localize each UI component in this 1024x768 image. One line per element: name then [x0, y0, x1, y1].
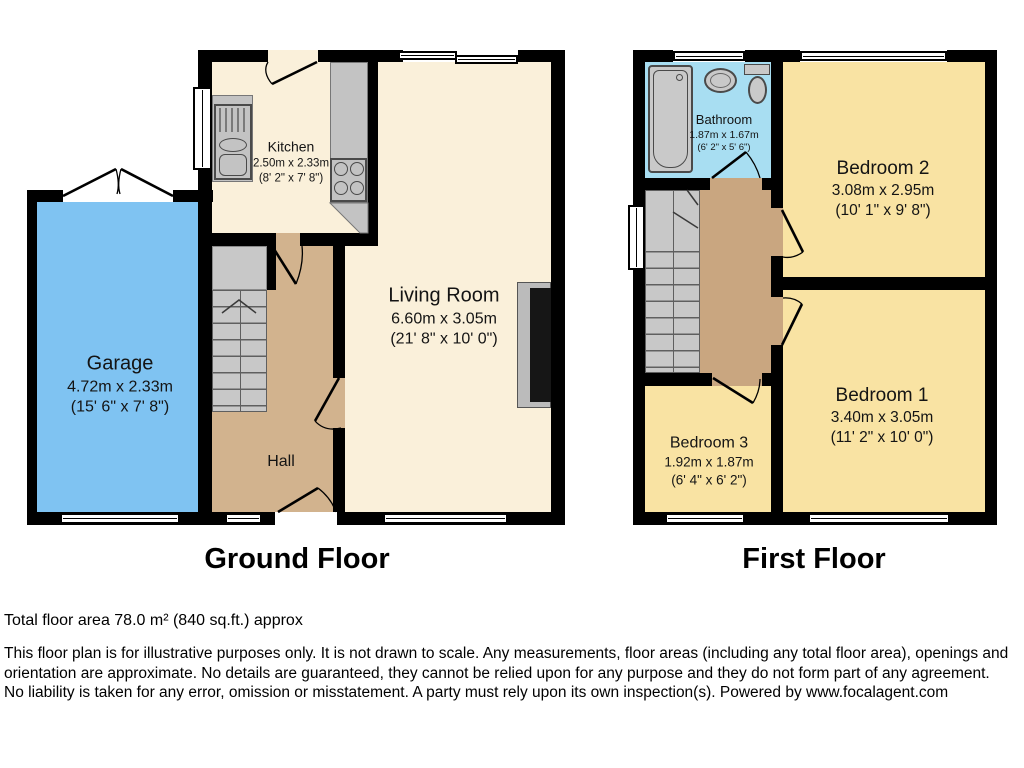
- room-name: Bathroom: [695, 111, 753, 127]
- bedroom1-threshold: [771, 297, 783, 345]
- wall: [27, 190, 37, 525]
- label-bedroom2: [832, 157, 935, 221]
- door-arc: [119, 169, 121, 194]
- stair-rail: [240, 291, 242, 411]
- window-bedroom2: [800, 51, 947, 61]
- room-dims-m: 1.92m x 1.87m: [664, 454, 754, 470]
- door-arc: [116, 169, 118, 194]
- window-bedroom1: [808, 513, 950, 524]
- total-floor-area: Total floor area 78.0 m² (840 sq.ft.) approx: [4, 612, 303, 629]
- room-dims-ft: (10' 1" x 9' 8"): [835, 202, 931, 220]
- room-dims-m: 6.60m x 3.05m: [391, 310, 497, 328]
- window-landing-left: [628, 205, 645, 270]
- room-name: Living Room: [388, 284, 500, 307]
- window-kitchen-left: [193, 87, 212, 170]
- wall: [333, 428, 345, 512]
- room-dims-m: 2.50m x 2.33m: [252, 157, 330, 170]
- wall: [198, 233, 268, 246]
- window-bathroom: [673, 51, 745, 61]
- room-name: Hall: [267, 452, 295, 470]
- wall: [985, 50, 997, 525]
- sink-basin: [219, 154, 247, 176]
- wall: [368, 62, 378, 233]
- wall: [762, 178, 771, 190]
- bathroom-threshold: [710, 178, 762, 190]
- window-living-top-a: [398, 51, 457, 60]
- wall: [300, 233, 378, 246]
- label-bedroom1: [831, 384, 934, 448]
- burner-icon: [334, 162, 348, 176]
- room-name: Bedroom 3: [669, 434, 749, 452]
- room-dims-m: 4.72m x 2.33m: [67, 378, 173, 396]
- label-bathroom: [689, 112, 758, 154]
- room-name: Garage: [86, 352, 154, 375]
- kitchen-door-threshold: [268, 50, 318, 62]
- window-hall: [225, 513, 262, 524]
- wall: [633, 50, 645, 525]
- burner-icon: [334, 181, 348, 195]
- bedroom2-threshold: [771, 208, 783, 256]
- ground-floor-title: Ground Floor: [204, 543, 390, 575]
- wall: [762, 373, 771, 386]
- stairs-first: [645, 190, 700, 373]
- room-dims-m: 1.87m x 1.67m: [689, 128, 759, 141]
- label-garage: [67, 352, 173, 419]
- understairs-landing: [212, 246, 267, 290]
- basin-inner: [710, 73, 731, 88]
- garage-door-right: [121, 169, 173, 196]
- room-living: [378, 62, 551, 246]
- toilet-cistern: [744, 64, 770, 75]
- burner-icon: [350, 181, 364, 195]
- room-dims-m: 3.40m x 3.05m: [830, 409, 934, 427]
- label-kitchen: [253, 138, 329, 185]
- wall: [318, 50, 403, 62]
- label-hall: [267, 452, 295, 472]
- wall: [267, 233, 276, 290]
- room-dims-m: 3.08m x 2.95m: [831, 182, 935, 200]
- garage-door-left: [63, 169, 116, 196]
- room-name: Kitchen: [267, 138, 315, 155]
- hall-living-threshold: [333, 378, 345, 428]
- wall: [551, 50, 565, 525]
- bathtub-drain: [676, 74, 683, 81]
- wall: [333, 246, 345, 378]
- bathtub-inner: [653, 70, 688, 168]
- room-landing: [700, 190, 771, 373]
- room-dims-ft: (6' 2" x 5' 6"): [697, 141, 751, 153]
- room-dims-ft: (15' 6" x 7' 8"): [70, 398, 170, 416]
- first-floor-title: First Floor: [742, 543, 886, 575]
- window-living-top-b: [455, 55, 518, 64]
- wall: [633, 178, 710, 190]
- room-dims-ft: (11' 2" x 10' 0"): [830, 429, 934, 447]
- room-dims-ft: (8' 2" x 7' 8"): [258, 171, 324, 184]
- stair-rail: [673, 191, 675, 372]
- toilet-bowl: [748, 76, 767, 104]
- room-dims-ft: (6' 4" x 6' 2"): [671, 472, 747, 488]
- wall: [27, 190, 63, 202]
- stairs-ground: [212, 290, 267, 412]
- wall: [633, 373, 712, 386]
- window-garage: [60, 513, 180, 524]
- room-dims-ft: (21' 8" x 10' 0"): [390, 330, 498, 348]
- wall: [173, 190, 213, 202]
- wall: [745, 50, 800, 62]
- label-living-room: [388, 284, 499, 351]
- wall: [771, 62, 783, 208]
- burner-icon: [350, 162, 364, 176]
- disclaimer: This floor plan is for illustrative purposes only. It is not drawn to scale. Any measurements, floor areas (including any total floor area), openings and orientation are approximate. No details are guaranteed, they cannot be relied upon for any purpose and they do not form part of any agreement. No liability is taken for any error, omission or misstatement. A party must rely upon its own inspection(s). Powered by www.focalagent.com: [4, 645, 1009, 701]
- fireplace: [530, 288, 551, 402]
- bedroom3-threshold: [712, 373, 762, 386]
- room-name: Bedroom 1: [835, 385, 929, 407]
- wall: [771, 277, 985, 290]
- room-name: Bedroom 2: [836, 158, 930, 180]
- window-living-bottom: [383, 513, 508, 524]
- sink-oval: [219, 138, 247, 152]
- window-bedroom3: [665, 513, 745, 524]
- wall: [771, 345, 783, 512]
- label-bedroom3: [664, 434, 753, 489]
